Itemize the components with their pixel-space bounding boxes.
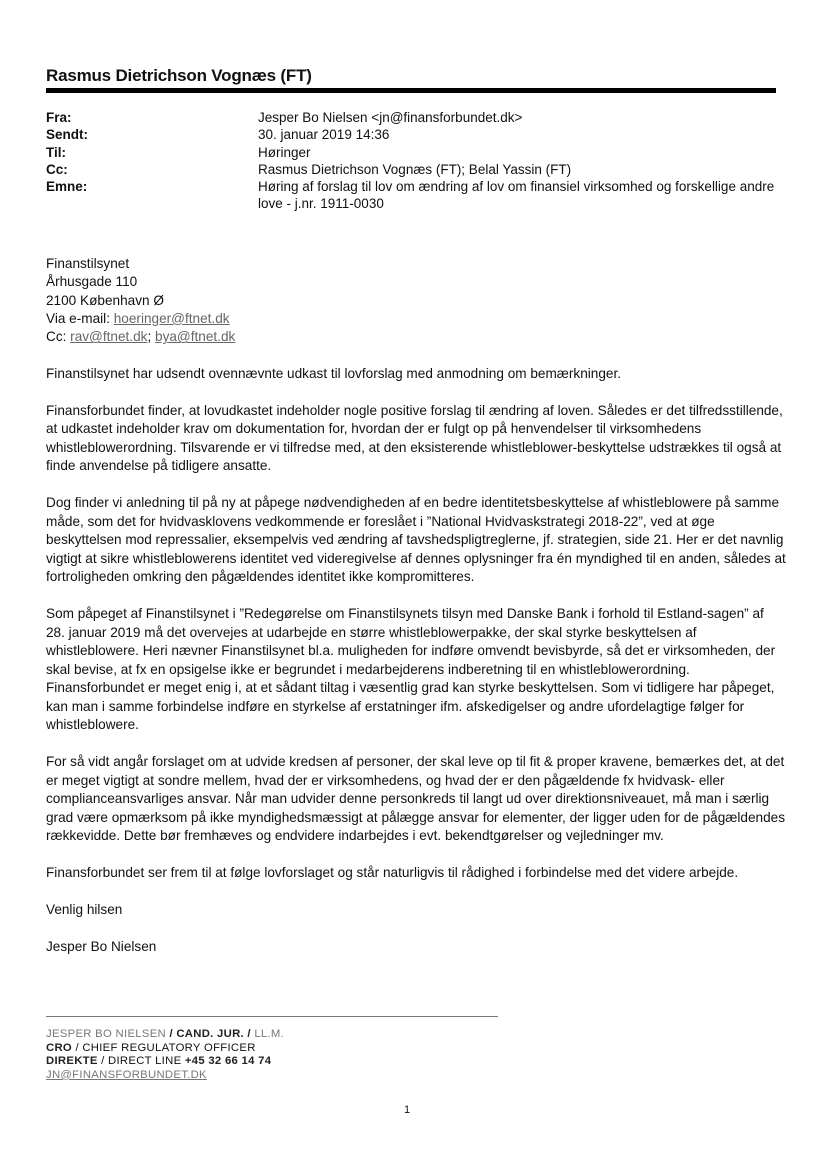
closing-greeting: Venlig hilsen (46, 902, 123, 918)
address-cc (46, 328, 786, 346)
paragraph: Finansforbundet finder, at lovudkastet indeholder nogle positive forslag til ændring af loven. Således er det tilfredsstillende, at udkastet indeholder krav om dokumentation for, hvordan der er fulgt op på henvendelser til virksomhedens whistleblowerordning. Tilsvarende er vi tilfredse med, at den eksisterende whistleblower-beskyttelse udstrækkes til også at finde anvendelse på tidligere ansatte. (46, 402, 783, 474)
cc-email-link-1[interactable]: rav@ftnet.dk (70, 329, 148, 345)
meta-value: Høringer (258, 144, 311, 160)
address-street: Århusgade 110 (46, 274, 138, 290)
mailbox-owner: Rasmus Dietrichson Vognæs (FT) (46, 66, 312, 85)
meta-row-cc (46, 161, 778, 178)
meta-row-from (46, 109, 778, 126)
signature-phone-label-en: / DIRECT LINE (97, 1055, 185, 1068)
meta-value: Jesper Bo Nielsen <jn@finansforbundet.dk> (258, 110, 523, 125)
meta-row-sent (46, 126, 778, 143)
paragraph: Som påpeget af Finanstilsynet i ”Redegørelse om Finanstilsynets tilsyn med Danske Bank i forhold til Estland-sagen” af 28. januar 2019 må det overvejes at udarbejde en større whistleblowerpakke, der skal styrke beskyttelsen af whistleblowere. Heri nævner Finanstilsynet bl.a. muligheden for indføre omvendt bevisbyrde, så det er virksomheden, der skal bevise, at fx en opsigelse ikke er begrundet i medarbejderens indberetning til en whistleblowerordning. Finansforbundet er meget enig i, at et sådant tiltag i væsentlig grad kan styrke beskyttelsen. Som vi tidligere har påpeget, kan man i samme forbindelse indføre en styrkelse af erstatninger ifm. afskedigelser og andre ufordelagtige følger for whistleblowere. (46, 606, 776, 733)
paragraph: For så vidt angår forslaget om at udvide kredsen af personer, der skal leve op til fit & proper kravene, bemærkes det, at det er meget vigtigt at sondre mellem, hvad der er virksomhedens, og hvad der er den pågældende fx hvidvask- eller complianceansvarliges ansvar. Når man udvider denne personkreds til langt ud over direktionsniveauet, må man i særlig grad være opmærksom på ikke myndighedsmæssigt at pålægge ansvar for elementer, der ligger uden for de pågældendes rækkevidde. Dette bør fremhæves og endvidere indarbejdes i evt. bekendtgørelser og vejledninger mv. (46, 754, 785, 844)
paragraph: Dog finder vi anledning til på ny at påpege nødvendigheden af en bedre identitetsbeskyttelse af whistleblowere på samme måde, som det for hvidvasklovens vedkommende er foreslået i ”National Hvidvaskstrategi 2018-22”, ved at øge beskyttelsen mod repressalier, eksempelvis ved ændring af tavshedspligtreglerne, jf. strategien, side 21. Her er det navnlig vigtigt at sikre whistleblowerens identitet ved videregivelse af dennes oplysninger fra én myndighed til en anden, således at fortroligheden omkring den pågældendes identitet ikke kompromitteres. (46, 495, 786, 585)
signature-sep: / (166, 1028, 177, 1040)
address-via (46, 310, 786, 328)
meta-row-subject (46, 178, 778, 213)
cc-email-link-2[interactable]: bya@ftnet.dk (155, 329, 236, 345)
via-email-link[interactable]: hoeringer@ftnet.dk (113, 310, 230, 326)
signature-sep: / (243, 1028, 255, 1040)
email-signature (46, 1028, 284, 1082)
address-name: Finanstilsynet (46, 256, 130, 271)
meta-label: Cc: (46, 161, 68, 177)
signature-line-title (46, 1042, 284, 1056)
signature-degree-2: LL.M. (254, 1028, 285, 1040)
via-label: Via e-mail: (46, 310, 114, 326)
recipient-address (46, 255, 786, 346)
address-city: 2100 København Ø (46, 292, 164, 308)
page-number: 1 (404, 1104, 411, 1116)
meta-value: Rasmus Dietrichson Vognæs (FT); Belal Yassin (FT) (258, 161, 572, 177)
signature-title: / CHIEF REGULATORY OFFICER (72, 1041, 256, 1054)
meta-value: 30. januar 2019 14:36 (258, 127, 390, 143)
email-body (46, 255, 786, 975)
cc-label: Cc: (46, 329, 71, 345)
signature-name: JESPER BO NIELSEN (46, 1028, 166, 1040)
signature-line-email (46, 1069, 284, 1083)
paragraph: Finanstilsynet har udsendt ovennævnte udkast til lovforslag med anmodning om bemærkninger. (46, 365, 622, 381)
meta-label: Sendt: (46, 127, 88, 143)
signature-divider (46, 1016, 498, 1017)
cc-separator: ; (147, 329, 156, 345)
closing-name: Jesper Bo Nielsen (46, 939, 157, 955)
meta-value: Høring af forslag til lov om ændring af lov om finansiel virksomhed og forskellige andre love - j.nr. 1911-0030 (258, 179, 775, 212)
meta-label: Emne: (46, 179, 88, 195)
meta-label: Til: (46, 144, 66, 160)
signature-line-phone (46, 1055, 284, 1069)
signature-phone-label: DIREKTE (46, 1055, 98, 1068)
header-rule (46, 88, 776, 93)
meta-label: Fra: (46, 110, 72, 125)
signature-email-link[interactable]: JN@FINANSFORBUNDET.DK (46, 1068, 207, 1081)
signature-phone[interactable]: +45 32 66 14 74 (184, 1055, 272, 1068)
signature-degree: CAND. JUR. (176, 1028, 244, 1040)
signature-title-abbr: CRO (46, 1041, 73, 1054)
signature-line-name (46, 1028, 284, 1042)
email-metadata (46, 109, 778, 213)
meta-row-to (46, 144, 778, 161)
paragraph: Finansforbundet ser frem til at følge lovforslaget og står naturligvis til rådighed i forbindelse med det videre arbejde. (46, 865, 739, 881)
